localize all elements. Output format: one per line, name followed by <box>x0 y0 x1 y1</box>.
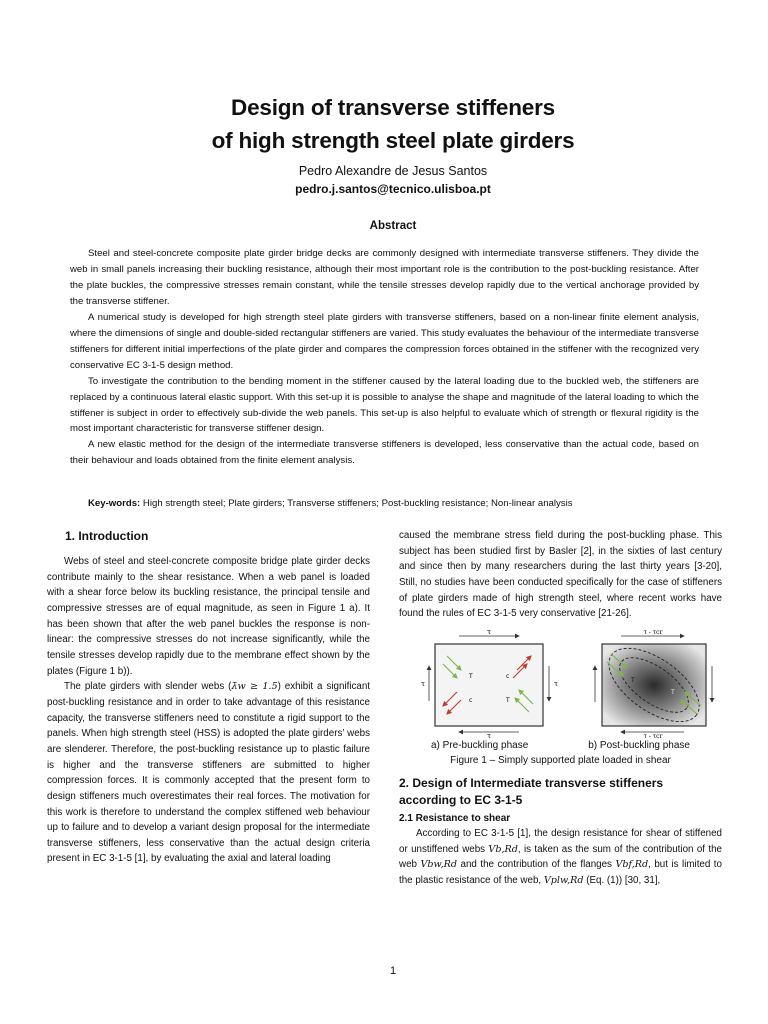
figure-1-diagrams <box>399 626 722 738</box>
abstract-paragraph: To investigate the contribution to the bending moment in the stiffener caused by the lateral loading due to the buckled web, the stiffeners are replaced by a continuous lateral elastic support. With this set-up it is possible to analyse the shape and magnitude of the lateral loading to which the stiffener is subject in order to effectively sub-divide the web panels. This set-up is also helpful to evaluate which of strength or flexural rigidity is the most important characteristic for transverse stiffener design. <box>70 375 699 435</box>
label-t: T <box>469 672 473 680</box>
section-2-line-1: 2. Design of Intermediate transverse stiffeners <box>399 775 664 790</box>
label-c: c <box>506 672 510 680</box>
keywords <box>88 496 708 512</box>
math-vbrd: Vb,Rd <box>488 843 518 855</box>
abstract-paragraph: A numerical study is developed for high strength steel plate girders with transverse stiffeners, based on a non-linear finite element analysis, where the dimensions of single and double-sided rectangular stiffeners are varied. This study evaluates the behaviour of the intermediate transverse stiffeners for different initial imperfections of the plate girder and compares the compression forces obtained in the stiffener with the recognized very conservative EC 3-1-5 design method. <box>70 311 699 371</box>
text-run: The plate girders with slender webs ( <box>64 681 232 693</box>
section-2-1-paragraph <box>399 826 722 889</box>
right-column <box>399 528 722 889</box>
paper-title <box>0 91 768 157</box>
author-name: Pedro Alexandre de Jesus Santos <box>298 164 488 178</box>
figure-label-a: a) Pre-buckling phase <box>430 739 529 751</box>
tau-label-bottom: τ <box>487 731 491 738</box>
text-run: ) exhibit a significant post-buckling resistance and in order to take advantage of this resistance capacity, the transverse stiffeners need to constitute a rigid support to the panels. When high strength steel (HSS) is adopted the plate girders’ webs are slenderer. Therefore, the post-buckling resistance up to plastic failure is higher and the transverse stiffeners are submitted to higher compression forces. It is commonly accepted that the present form to design stiffeners much overestimates their real forces. The motivation for this work is therefore to understand the complex stiffened web behaviour up to failure and to develop a variant design proposal for the intermediate transverse stiffeners, less conservative than the actual design criteria present in EC 3-1-5 [1], by evaluating the axial and lateral loading <box>47 681 371 865</box>
label-c: c <box>469 696 473 704</box>
label-t: T <box>631 676 635 684</box>
diagram-post-buckling <box>595 629 712 738</box>
abstract-heading: Abstract <box>369 220 417 232</box>
label-t: T <box>671 688 675 696</box>
keywords-list: High strength steel; Plate girders; Transverse stiffeners; Post-buckling resistance; Non-linear analysis <box>142 498 573 509</box>
abstract-body <box>70 246 699 469</box>
intro-paragraph-1: Webs of steel and steel-concrete composite bridge plate girder decks contribute mainly to the shear resistance. When a web panel is loaded with a shear force below its buckling resistance, the principal tensile and compressive stresses are of equal magnitude, as seen in Figure 1 a). It has been shown that after the web panel buckles the response is non-linear: the compressive stresses do not increase significantly, while the tensile stresses develop rapidly due to the membrane effect shown by the plates (Figure 1 b)). <box>47 556 370 677</box>
figure-sublabels <box>399 738 722 753</box>
abstract-paragraph: Steel and steel-concrete composite plate girder bridge decks are commonly designed with intermediate transverse stiffeners. They divide the web in small panels increasing their buckling resistance, although their most important role is the contribution to the post-buckling resistance. After the plate buckles, the compressive stresses remain constant, while the tensile stresses develop rapidly due to the vertical anchorage provided by the transverse stiffener. <box>70 248 699 307</box>
title-line-1: Design of transverse stiffeners <box>231 95 555 120</box>
math-vplwrd: Vplw,Rd <box>543 874 584 886</box>
text-run: , but is limited to the plastic resistance of the web, <box>399 859 722 886</box>
math-slenderness: λ̄w ≥ 1.5 <box>231 681 278 693</box>
text-run: According to EC 3-1-5 [1], the design resistance for shear of stiffened or unstiffened webs <box>399 827 722 855</box>
title-line-2: of high strength steel plate girders <box>211 128 575 153</box>
figure-1 <box>399 626 722 738</box>
right-paragraph-1: caused the membrane stress field during the post-buckling phase. This subject has been studied first by Basler [2], in the sixties of last century and since then by many researchers during the last thirty years [3-20], Still, no studies have been conducted specifically for the case of stiffeners of plate girders made of high strength steel, where recent works have found the rules of EC 3-1-5 very conservative [21-26]. <box>399 530 722 620</box>
tau-minus-label-bottom: τ - τcr <box>643 732 663 738</box>
math-vbfrd: Vbf,Rd <box>615 859 649 871</box>
tau-label-left: τ <box>421 679 425 688</box>
section-heading-introduction: 1. Introduction <box>65 529 149 543</box>
math-vbwrd: Vbw,Rd <box>420 859 458 871</box>
page-number: 1 <box>389 965 397 977</box>
abstract-paragraph: A new elastic method for the design of the intermediate transverse stiffeners is developed, less conservative than the actual code, based on their behaviour and loads obtained from the finite element analysis. <box>70 439 699 467</box>
subsection-heading-2-1: 2.1 Resistance to shear <box>399 812 511 824</box>
tau-label-right: τ <box>554 679 558 688</box>
label-t: T <box>506 696 510 704</box>
figure-caption: Figure 1 – Simply supported plate loaded in shear <box>450 754 671 766</box>
tau-minus-label-top: τ - τcr <box>643 628 663 636</box>
intro-paragraph-2 <box>47 679 370 867</box>
section-heading-2 <box>399 775 722 809</box>
diagram-pre-buckling <box>421 628 558 738</box>
text-run: and the contribution of the flanges <box>457 859 616 871</box>
section-2-line-2: according to EC 3-1-5 <box>399 792 523 807</box>
figure-label-b: b) Post-buckling phase <box>588 739 690 751</box>
text-run: , is taken as the sum of the contribution of the web <box>399 843 722 871</box>
keywords-label: Key-words: <box>88 498 141 509</box>
author-email: pedro.j.santos@tecnico.ulisboa.pt <box>295 182 491 196</box>
text-run: (Eq. (1)) [30, 31], <box>583 874 661 886</box>
left-column <box>47 528 370 867</box>
tau-label-top: τ <box>487 627 491 636</box>
